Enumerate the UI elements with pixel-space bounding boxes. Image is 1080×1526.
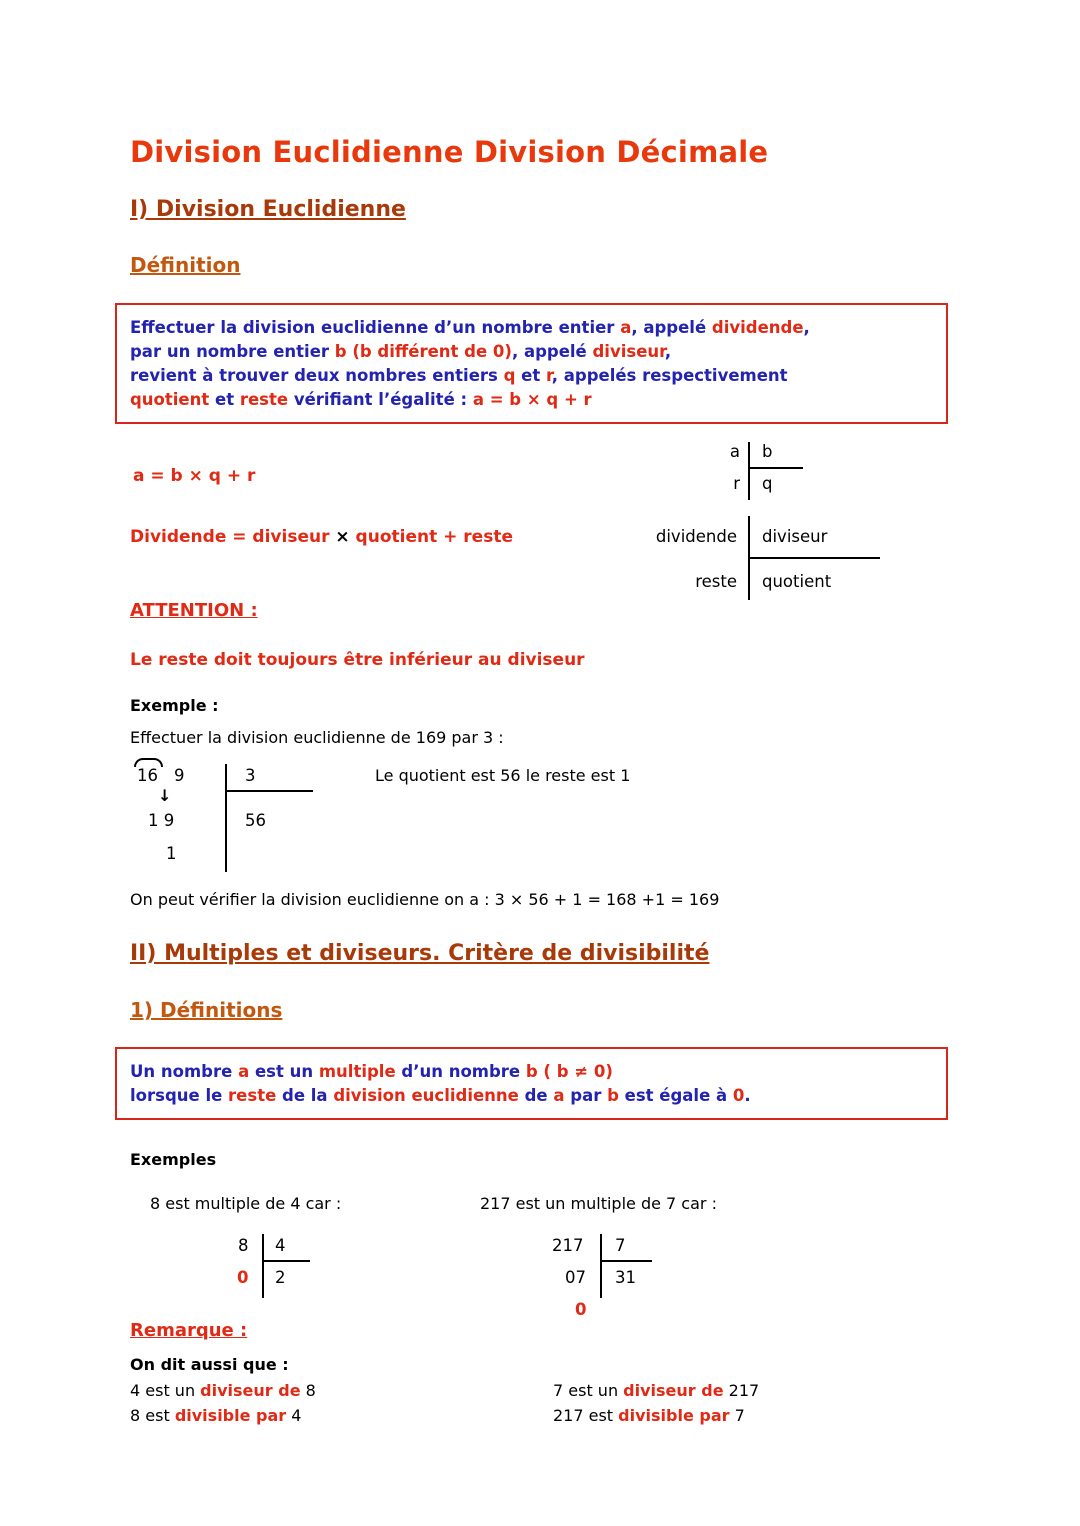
- page-title: Division Euclidienne Division Décimale: [130, 135, 769, 169]
- text-segment: ,: [803, 318, 810, 337]
- quotient: 56: [245, 811, 266, 830]
- formula-words: [130, 527, 513, 547]
- division-bar-vertical: [748, 442, 750, 500]
- text-segment: quotient + reste: [349, 527, 513, 547]
- text-segment: revient à trouver deux nombres entiers: [130, 366, 504, 385]
- section-1-heading: I) Division Euclidienne: [130, 197, 406, 222]
- text-segment: , appelé: [631, 318, 712, 337]
- text-segment: a = b × q + r: [472, 390, 592, 409]
- example-intro: Effectuer la division euclidienne de 169 par 3 :: [130, 728, 504, 747]
- text-segment: .: [744, 1086, 751, 1105]
- text-segment: vérifiant l’égalité :: [288, 390, 473, 409]
- text-segment: divisible par: [174, 1406, 287, 1425]
- text-segment: dividende: [711, 318, 804, 337]
- division-bar-vertical: [225, 764, 227, 872]
- example-right-caption: 217 est un multiple de 7 car :: [480, 1194, 717, 1213]
- text-segment: multiple: [318, 1062, 396, 1081]
- section-2-heading: II) Multiples et diviseurs. Critère de divisibilité: [130, 941, 710, 966]
- dividend: 217: [552, 1236, 584, 1255]
- text-segment: lorsque le: [130, 1086, 229, 1105]
- text-segment: Dividende = diviseur: [130, 527, 336, 547]
- remainder: 0: [237, 1268, 249, 1287]
- text-segment: ×: [335, 527, 350, 547]
- text-segment: diviseur de: [623, 1381, 724, 1400]
- partial-remainder: 1 9: [148, 811, 175, 830]
- definition-box: [115, 303, 948, 424]
- text-segment: reste: [228, 1086, 277, 1105]
- bring-down-arrow-icon: ↓: [158, 786, 172, 805]
- dividend-last-digit: 9: [174, 766, 185, 785]
- text-segment: q: [503, 366, 516, 385]
- text-segment: de: [518, 1086, 554, 1105]
- text-segment: 0: [732, 1086, 745, 1105]
- definition-line: [130, 364, 933, 388]
- text-segment: 7 est un: [553, 1381, 624, 1400]
- text-segment: et: [515, 366, 547, 385]
- text-segment: b: [607, 1086, 619, 1105]
- text-segment: 217 est: [553, 1406, 619, 1425]
- division-work-8: [230, 1234, 350, 1304]
- divisor: 3: [245, 766, 256, 785]
- text-segment: a: [620, 318, 632, 337]
- remark-line: [130, 1406, 301, 1425]
- remainder: 0: [575, 1300, 587, 1319]
- example-heading: Exemple :: [130, 696, 219, 715]
- division-bar-vertical: [262, 1234, 264, 1298]
- text-segment: 4: [286, 1406, 302, 1425]
- division-work-217: [545, 1234, 685, 1334]
- text-segment: 8: [300, 1381, 316, 1400]
- text-segment: quotient: [130, 390, 210, 409]
- remark-intro: On dit aussi que :: [130, 1355, 289, 1374]
- division-bar-vertical: [600, 1234, 602, 1298]
- text-segment: reste: [239, 390, 289, 409]
- division-bar-horizontal: [748, 557, 880, 559]
- text-segment: est un: [249, 1062, 319, 1081]
- layout-remainder: reste: [695, 572, 737, 591]
- layout-quotient: q: [762, 474, 773, 493]
- partial-remainder: 07: [565, 1268, 586, 1287]
- examples-heading: Exemples: [130, 1150, 217, 1169]
- layout-dividend: a: [729, 442, 740, 461]
- text-segment: Un nombre: [130, 1062, 239, 1081]
- text-segment: est égale à: [618, 1086, 733, 1105]
- dividend: 8: [238, 1236, 249, 1255]
- text-segment: division euclidienne: [333, 1086, 519, 1105]
- text-segment: et: [209, 390, 240, 409]
- text-segment: diviseur de: [200, 1381, 301, 1400]
- division-work-169: [130, 756, 750, 876]
- text-segment: 4 est un: [130, 1381, 201, 1400]
- text-segment: d’un nombre: [395, 1062, 526, 1081]
- division-layout-letters: [700, 440, 880, 504]
- final-remainder: 1: [166, 844, 177, 863]
- layout-remainder: r: [733, 474, 740, 493]
- text-segment: par: [564, 1086, 608, 1105]
- text-segment: , appelés respectivement: [551, 366, 788, 385]
- layout-quotient: quotient: [762, 572, 832, 591]
- definition-line: [130, 316, 933, 340]
- formula-letters: a = b × q + r: [133, 466, 256, 486]
- definition-line: [130, 388, 933, 412]
- text-segment: a: [553, 1086, 565, 1105]
- attention-text: Le reste doit toujours être inférieur au diviseur: [130, 650, 585, 670]
- division-bar-horizontal: [225, 790, 313, 792]
- divisor: 7: [615, 1236, 626, 1255]
- remark-heading: Remarque :: [130, 1320, 248, 1341]
- multiple-box: [115, 1047, 948, 1120]
- remark-line: [553, 1381, 759, 1400]
- text-segment: 8 est: [130, 1406, 175, 1425]
- remark-line: [130, 1381, 316, 1400]
- definitions-subheading: 1) Définitions: [130, 998, 283, 1022]
- multiple-line: [130, 1060, 933, 1084]
- definition-line: [130, 340, 933, 364]
- quotient: 31: [615, 1268, 636, 1287]
- layout-dividend: dividende: [655, 527, 737, 546]
- layout-divisor: b: [762, 442, 773, 461]
- dividend-group: 16: [137, 766, 158, 785]
- division-bar-horizontal: [748, 467, 803, 469]
- text-segment: , appelé: [511, 342, 593, 361]
- example-left-caption: 8 est multiple de 4 car :: [150, 1194, 342, 1213]
- text-segment: b ( b ≠ 0): [525, 1062, 613, 1081]
- text-segment: divisible par: [618, 1406, 730, 1425]
- text-segment: 7: [729, 1406, 745, 1425]
- text-segment: diviseur: [592, 342, 665, 361]
- text-segment: ,: [664, 342, 672, 361]
- division-caption: Le quotient est 56 le reste est 1: [375, 766, 631, 785]
- division-bar-horizontal: [600, 1260, 652, 1262]
- text-segment: 217: [723, 1381, 760, 1400]
- multiple-line: [130, 1084, 933, 1108]
- text-segment: a: [238, 1062, 250, 1081]
- attention-heading: ATTENTION :: [130, 600, 258, 621]
- text-segment: r: [546, 366, 552, 385]
- remark-line: [553, 1406, 745, 1425]
- layout-divisor: diviseur: [762, 527, 828, 546]
- divisor: 4: [275, 1236, 286, 1255]
- division-layout-words: [600, 510, 900, 605]
- quotient: 2: [275, 1268, 286, 1287]
- definition-heading: Définition: [130, 253, 241, 277]
- verification-text: On peut vérifier la division euclidienne on a : 3 × 56 + 1 = 168 +1 = 169: [130, 890, 720, 909]
- text-segment: de la: [276, 1086, 334, 1105]
- text-segment: Effectuer la division euclidienne d’un nombre entier: [130, 318, 621, 337]
- text-segment: b (b différent de 0): [334, 342, 512, 361]
- division-bar-horizontal: [262, 1260, 310, 1262]
- text-segment: par un nombre entier: [130, 342, 335, 361]
